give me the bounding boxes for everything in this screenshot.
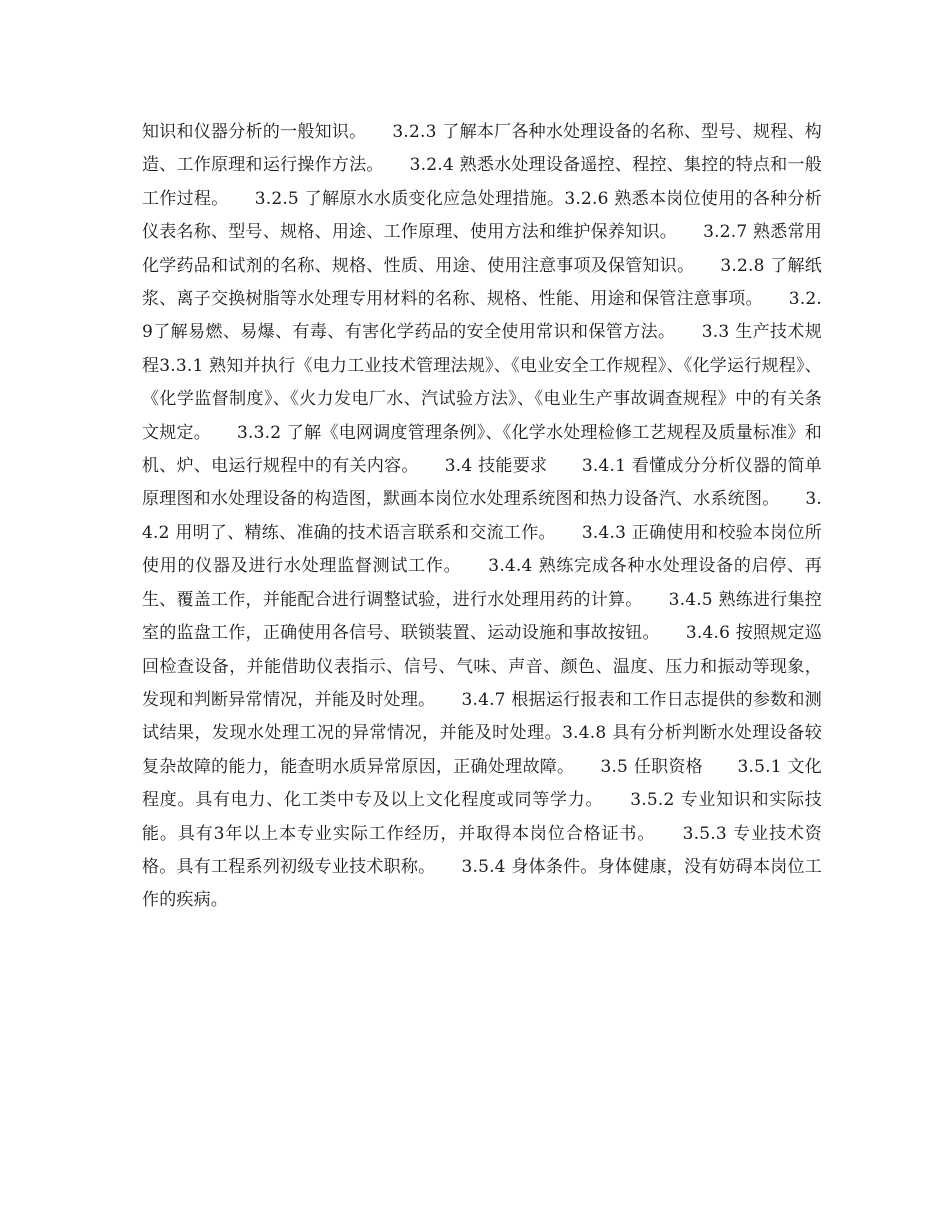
body-paragraph: 知识和仪器分析的一般知识。 3.2.3 了解本厂各种水处理设备的名称、型号、规程、构造、工作原理和运行操作方法。 3.2.4 熟悉水处理设备遥控、程控、集控的特点和一般工作过程。 3.2.5 了解原水水质变化应急处理措施。3.2.6 熟悉本岗位使用的各种分析仪表名称、型号、规格、用途、工作原理、使用方法和维护保养知识。 3.2.7 熟悉常用化学药品和试剂的名称、规格、性质、用途、使用注意事项及保管知识。 3.2.8 了解纸浆、离子交换树脂等水处理专用材料的名称、规格、性能、用途和保管注意事项。 3.2.9了解易燃、易爆、有毒、有害化学药品的安全使用常识和保管方法。 3.3 生产技术规程3.3.1 熟知并执行《电力工业技术管理法规》、《电业安全工作规程》、《化学运行规程》、《化学监督制度》、《火力发电厂水、汽试验方法》、《电业生产事故调查规程》中的有关条文规定。 3.3.2 了解《电网调度管理条例》、《化学水处理检修工艺规程及质量标准》和机、炉、电运行规程中的有关内容。 3.4 技能要求 3.4.1 看懂成分分析仪器的简单原理图和水处理设备的构造图，默画本岗位水处理系统图和热力设备汽、水系统图。 3.4.2 用明了、精练、准确的技术语言联系和交流工作。 3.4.3 正确使用和校验本岗位所使用的仪器及进行水处理监督测试工作。 3.4.4 熟练完成各种水处理设备的启停、再生、覆盖工作，并能配合进行调整试验，进行水处理用药的计算。 3.4.5 熟练进行集控室的监盘工作，正确使用各信号、联锁装置、运动设施和事故按钮。 3.4.6 按照规定巡回检查设备，并能借助仪表指示、信号、气味、声音、颜色、温度、压力和振动等现象，发现和判断异常情况，并能及时处理。 3.4.7 根据运行报表和工作日志提供的参数和测试结果，发现水处理工况的异常情况，并能及时处理。3.4.8 具有分析判断水处理设备较复杂故障的能力，能查明水质异常原因，正确处理故障。 3.5 任职资格 3.5.1 文化程度。具有电力、化工类中专及以上文化程度或同等学力。 3.5.2 专业知识和实际技能。具有3年以上本专业实际工作经历，并取得本岗位合格证书。 3.5.3 专业技术资格。具有工程系列初级专业技术职称。 3.5.4 身体条件。身体健康，没有妨碍本岗位工作的疾病。 xyxy=(142,122,822,911)
